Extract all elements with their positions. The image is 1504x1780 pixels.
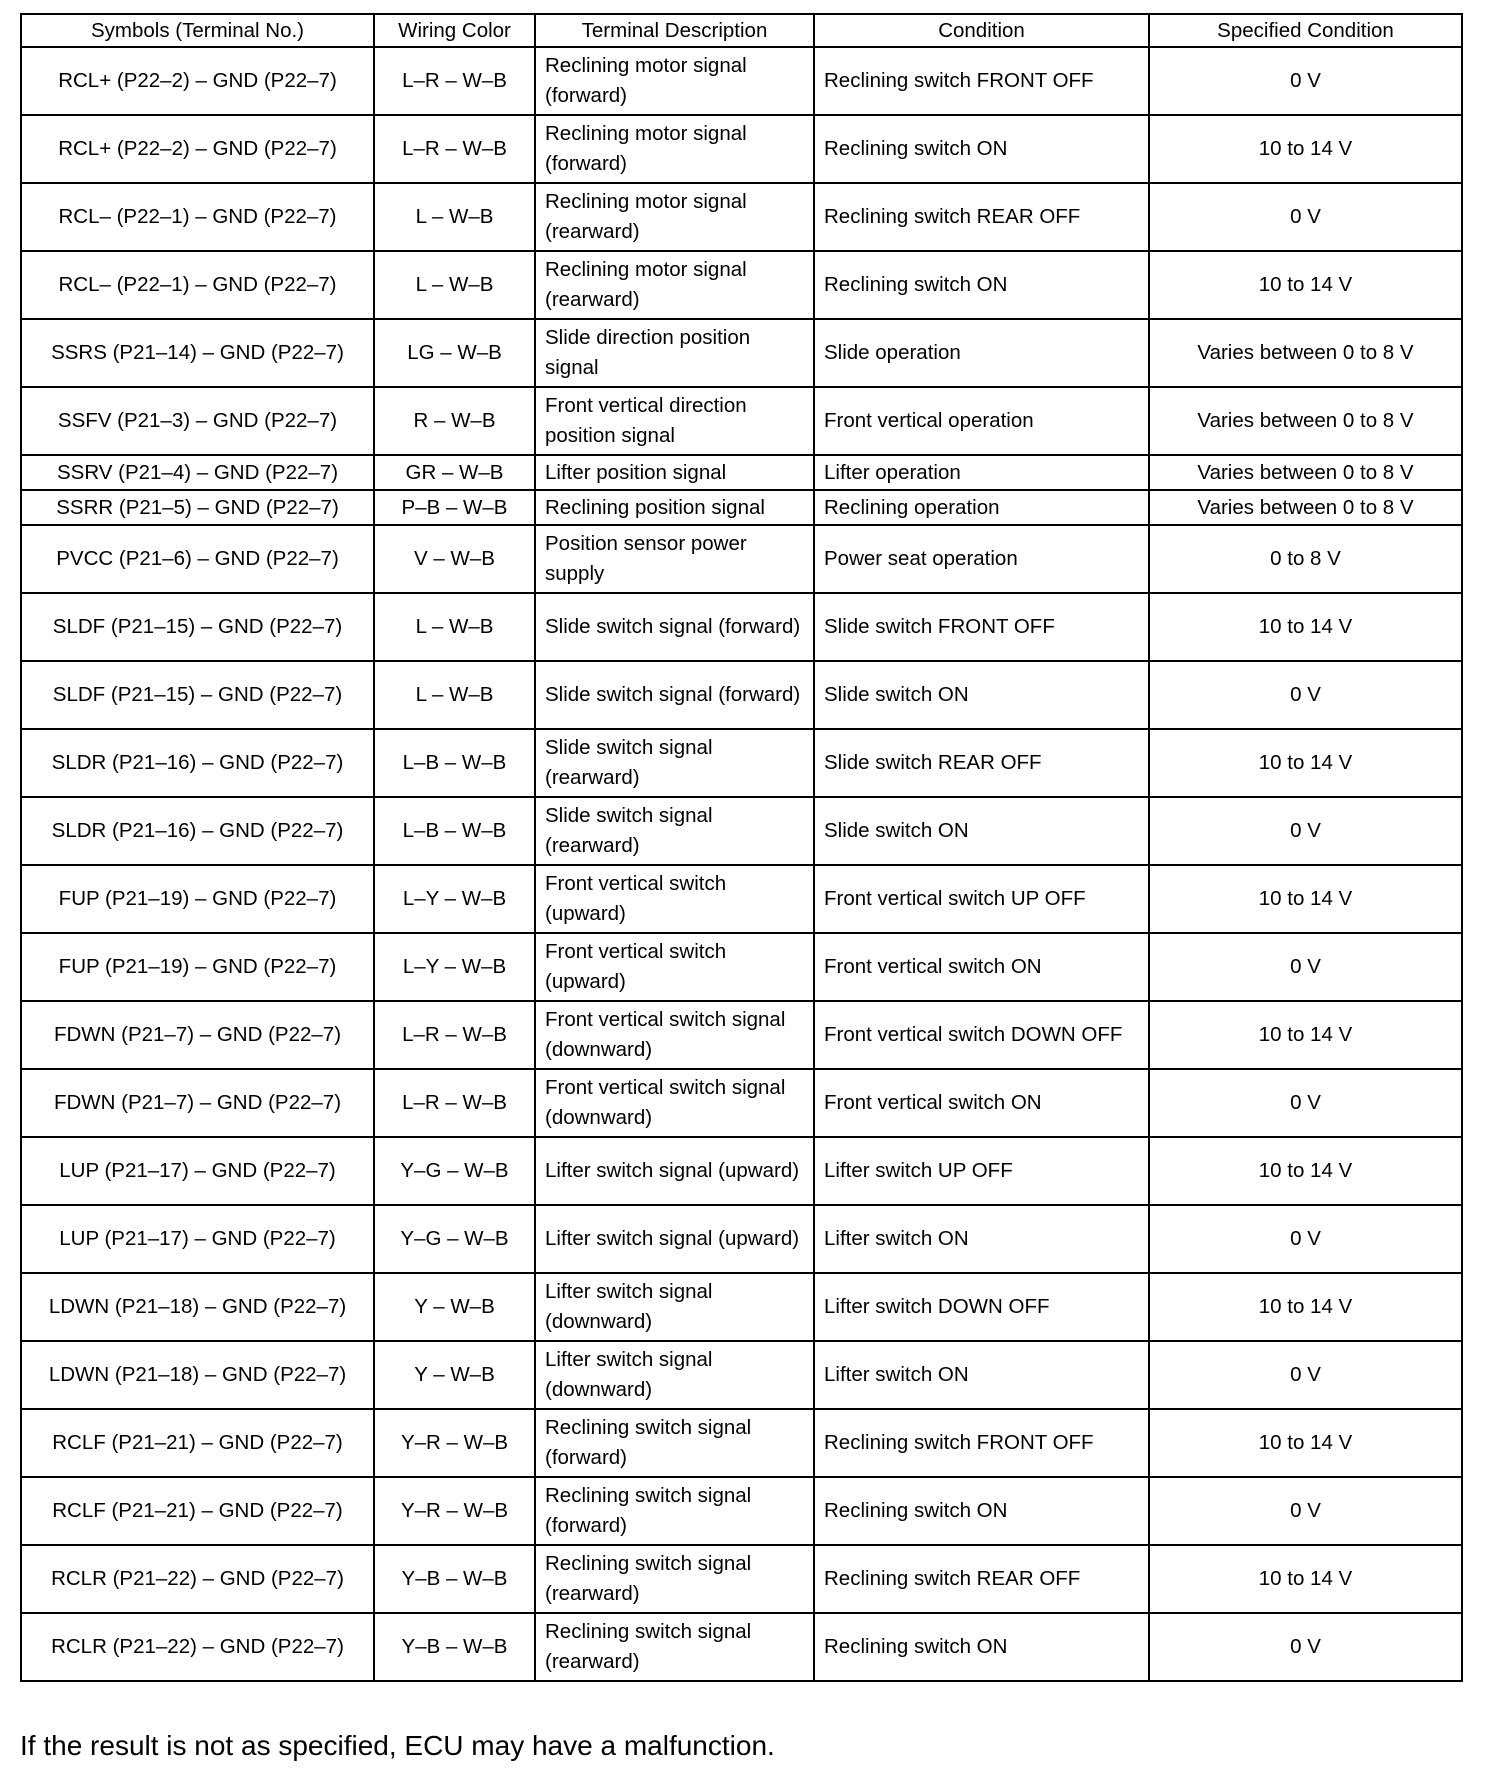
wiring-color-cell: Y–G – W–B [374, 1205, 535, 1273]
terminal-spec-table [20, 13, 1463, 1682]
symbol-cell: SSRS (P21–14) – GND (P22–7) [21, 319, 374, 387]
condition-cell: Lifter switch ON [814, 1205, 1149, 1273]
terminal-description-cell: Reclining switch signal (forward) [535, 1477, 814, 1545]
symbol-cell: RCL+ (P22–2) – GND (P22–7) [21, 47, 374, 115]
symbol-cell: LDWN (P21–18) – GND (P22–7) [21, 1273, 374, 1341]
wiring-color-cell: L–B – W–B [374, 797, 535, 865]
terminal-description-cell: Lifter switch signal (upward) [535, 1137, 814, 1205]
wiring-color-cell: Y–G – W–B [374, 1137, 535, 1205]
wiring-color-cell: L–R – W–B [374, 1069, 535, 1137]
table-row [21, 115, 1462, 183]
table-row [21, 387, 1462, 455]
header-wiring-color: Wiring Color [374, 14, 535, 47]
table-row [21, 933, 1462, 1001]
terminal-description-cell: Slide switch signal (rearward) [535, 797, 814, 865]
wiring-color-cell: V – W–B [374, 525, 535, 593]
table-row [21, 865, 1462, 933]
terminal-description-cell: Slide switch signal (forward) [535, 661, 814, 729]
condition-cell: Slide operation [814, 319, 1149, 387]
symbol-cell: RCLF (P21–21) – GND (P22–7) [21, 1477, 374, 1545]
symbol-cell: FDWN (P21–7) – GND (P22–7) [21, 1069, 374, 1137]
table-row [21, 1273, 1462, 1341]
terminal-description-cell: Reclining switch signal (rearward) [535, 1545, 814, 1613]
symbol-cell: LDWN (P21–18) – GND (P22–7) [21, 1341, 374, 1409]
terminal-description-cell: Front vertical switch (upward) [535, 865, 814, 933]
footer-note: If the result is not as specified, ECU may have a malfunction. [20, 1730, 775, 1761]
specified-condition-cell: Varies between 0 to 8 V [1149, 319, 1462, 387]
table-row [21, 251, 1462, 319]
symbol-cell: LUP (P21–17) – GND (P22–7) [21, 1137, 374, 1205]
terminal-description-cell: Reclining motor signal (rearward) [535, 251, 814, 319]
table-body [21, 47, 1462, 1681]
header-specified-condition: Specified Condition [1149, 14, 1462, 47]
wiring-color-cell: LG – W–B [374, 319, 535, 387]
specified-condition-cell: 0 V [1149, 1205, 1462, 1273]
specified-condition-cell: 10 to 14 V [1149, 251, 1462, 319]
header-condition: Condition [814, 14, 1149, 47]
wiring-color-cell: P–B – W–B [374, 490, 535, 525]
wiring-color-cell: Y–B – W–B [374, 1613, 535, 1681]
terminal-description-cell: Position sensor power supply [535, 525, 814, 593]
symbol-cell: SSRV (P21–4) – GND (P22–7) [21, 455, 374, 490]
condition-cell: Slide switch ON [814, 661, 1149, 729]
specified-condition-cell: 0 V [1149, 1341, 1462, 1409]
specified-condition-cell: 0 V [1149, 183, 1462, 251]
specified-condition-cell: 0 V [1149, 661, 1462, 729]
condition-cell: Reclining switch FRONT OFF [814, 47, 1149, 115]
symbol-cell: FUP (P21–19) – GND (P22–7) [21, 865, 374, 933]
specified-condition-cell: 0 V [1149, 47, 1462, 115]
table-row [21, 729, 1462, 797]
condition-cell: Lifter operation [814, 455, 1149, 490]
symbol-cell: FDWN (P21–7) – GND (P22–7) [21, 1001, 374, 1069]
table-row [21, 797, 1462, 865]
wiring-color-cell: Y – W–B [374, 1273, 535, 1341]
condition-cell: Lifter switch UP OFF [814, 1137, 1149, 1205]
specified-condition-cell: 0 V [1149, 1069, 1462, 1137]
wiring-color-cell: L–R – W–B [374, 47, 535, 115]
table-header-row [21, 14, 1462, 47]
terminal-description-cell: Reclining motor signal (rearward) [535, 183, 814, 251]
wiring-color-cell: Y–B – W–B [374, 1545, 535, 1613]
condition-cell: Lifter switch ON [814, 1341, 1149, 1409]
wiring-color-cell: Y–R – W–B [374, 1477, 535, 1545]
specified-condition-cell: 0 V [1149, 1477, 1462, 1545]
table-row [21, 47, 1462, 115]
specified-condition-cell: 10 to 14 V [1149, 1545, 1462, 1613]
table-row [21, 183, 1462, 251]
table-row [21, 455, 1462, 490]
wiring-color-cell: L – W–B [374, 661, 535, 729]
header-symbols: Symbols (Terminal No.) [21, 14, 374, 47]
terminal-description-cell: Reclining position signal [535, 490, 814, 525]
table-row [21, 319, 1462, 387]
symbol-cell: SLDR (P21–16) – GND (P22–7) [21, 729, 374, 797]
wiring-color-cell: Y – W–B [374, 1341, 535, 1409]
terminal-description-cell: Lifter position signal [535, 455, 814, 490]
specified-condition-cell: 0 V [1149, 797, 1462, 865]
symbol-cell: SSFV (P21–3) – GND (P22–7) [21, 387, 374, 455]
condition-cell: Front vertical switch ON [814, 933, 1149, 1001]
wiring-color-cell: L–R – W–B [374, 1001, 535, 1069]
wiring-color-cell: L–R – W–B [374, 115, 535, 183]
condition-cell: Reclining switch ON [814, 1477, 1149, 1545]
symbol-cell: SLDF (P21–15) – GND (P22–7) [21, 593, 374, 661]
wiring-color-cell: L–Y – W–B [374, 933, 535, 1001]
symbol-cell: RCLR (P21–22) – GND (P22–7) [21, 1613, 374, 1681]
wiring-color-cell: L – W–B [374, 183, 535, 251]
table-row [21, 1477, 1462, 1545]
condition-cell: Reclining switch FRONT OFF [814, 1409, 1149, 1477]
specified-condition-cell: 10 to 14 V [1149, 1001, 1462, 1069]
symbol-cell: FUP (P21–19) – GND (P22–7) [21, 933, 374, 1001]
wiring-color-cell: L–B – W–B [374, 729, 535, 797]
terminal-description-cell: Lifter switch signal (upward) [535, 1205, 814, 1273]
condition-cell: Slide switch ON [814, 797, 1149, 865]
terminal-description-cell: Slide direction position signal [535, 319, 814, 387]
symbol-cell: LUP (P21–17) – GND (P22–7) [21, 1205, 374, 1273]
condition-cell: Reclining switch ON [814, 1613, 1149, 1681]
symbol-cell: RCL+ (P22–2) – GND (P22–7) [21, 115, 374, 183]
specified-condition-cell: 10 to 14 V [1149, 865, 1462, 933]
condition-cell: Slide switch FRONT OFF [814, 593, 1149, 661]
condition-cell: Front vertical switch UP OFF [814, 865, 1149, 933]
terminal-description-cell: Front vertical switch signal (downward) [535, 1001, 814, 1069]
terminal-description-cell: Reclining motor signal (forward) [535, 47, 814, 115]
condition-cell: Reclining switch REAR OFF [814, 183, 1149, 251]
specified-condition-cell: 10 to 14 V [1149, 1409, 1462, 1477]
terminal-description-cell: Front vertical switch signal (downward) [535, 1069, 814, 1137]
terminal-description-cell: Front vertical direction position signal [535, 387, 814, 455]
symbol-cell: RCLR (P21–22) – GND (P22–7) [21, 1545, 374, 1613]
table-row [21, 1069, 1462, 1137]
symbol-cell: RCLF (P21–21) – GND (P22–7) [21, 1409, 374, 1477]
wiring-color-cell: Y–R – W–B [374, 1409, 535, 1477]
table-row [21, 1613, 1462, 1681]
condition-cell: Reclining switch ON [814, 251, 1149, 319]
wiring-color-cell: L – W–B [374, 593, 535, 661]
table-row [21, 525, 1462, 593]
specified-condition-cell: 10 to 14 V [1149, 115, 1462, 183]
specified-condition-cell: Varies between 0 to 8 V [1149, 490, 1462, 525]
specified-condition-cell: 10 to 14 V [1149, 593, 1462, 661]
terminal-description-cell: Reclining switch signal (forward) [535, 1409, 814, 1477]
symbol-cell: RCL– (P22–1) – GND (P22–7) [21, 251, 374, 319]
condition-cell: Front vertical switch ON [814, 1069, 1149, 1137]
table-row [21, 490, 1462, 525]
header-terminal-description: Terminal Description [535, 14, 814, 47]
condition-cell: Power seat operation [814, 525, 1149, 593]
terminal-description-cell: Front vertical switch (upward) [535, 933, 814, 1001]
specified-condition-cell: Varies between 0 to 8 V [1149, 455, 1462, 490]
table-row [21, 1545, 1462, 1613]
symbol-cell: SLDF (P21–15) – GND (P22–7) [21, 661, 374, 729]
condition-cell: Reclining switch REAR OFF [814, 1545, 1149, 1613]
terminal-description-cell: Lifter switch signal (downward) [535, 1273, 814, 1341]
table-row [21, 1001, 1462, 1069]
condition-cell: Slide switch REAR OFF [814, 729, 1149, 797]
symbol-cell: PVCC (P21–6) – GND (P22–7) [21, 525, 374, 593]
terminal-description-cell: Slide switch signal (rearward) [535, 729, 814, 797]
table-row [21, 593, 1462, 661]
condition-cell: Front vertical operation [814, 387, 1149, 455]
table-row [21, 661, 1462, 729]
symbol-cell: SLDR (P21–16) – GND (P22–7) [21, 797, 374, 865]
wiring-color-cell: L – W–B [374, 251, 535, 319]
table-row [21, 1409, 1462, 1477]
terminal-description-cell: Reclining switch signal (rearward) [535, 1613, 814, 1681]
terminal-description-cell: Slide switch signal (forward) [535, 593, 814, 661]
terminal-description-cell: Lifter switch signal (downward) [535, 1341, 814, 1409]
specified-condition-cell: 10 to 14 V [1149, 1273, 1462, 1341]
table-row [21, 1137, 1462, 1205]
specified-condition-cell: 10 to 14 V [1149, 729, 1462, 797]
symbol-cell: RCL– (P22–1) – GND (P22–7) [21, 183, 374, 251]
specified-condition-cell: 0 to 8 V [1149, 525, 1462, 593]
wiring-color-cell: L–Y – W–B [374, 865, 535, 933]
specified-condition-cell: Varies between 0 to 8 V [1149, 387, 1462, 455]
condition-cell: Reclining operation [814, 490, 1149, 525]
table-row [21, 1205, 1462, 1273]
symbol-cell: SSRR (P21–5) – GND (P22–7) [21, 490, 374, 525]
terminal-description-cell: Reclining motor signal (forward) [535, 115, 814, 183]
specified-condition-cell: 10 to 14 V [1149, 1137, 1462, 1205]
specified-condition-cell: 0 V [1149, 1613, 1462, 1681]
wiring-color-cell: GR – W–B [374, 455, 535, 490]
condition-cell: Lifter switch DOWN OFF [814, 1273, 1149, 1341]
table-row [21, 1341, 1462, 1409]
specified-condition-cell: 0 V [1149, 933, 1462, 1001]
condition-cell: Front vertical switch DOWN OFF [814, 1001, 1149, 1069]
wiring-color-cell: R – W–B [374, 387, 535, 455]
condition-cell: Reclining switch ON [814, 115, 1149, 183]
